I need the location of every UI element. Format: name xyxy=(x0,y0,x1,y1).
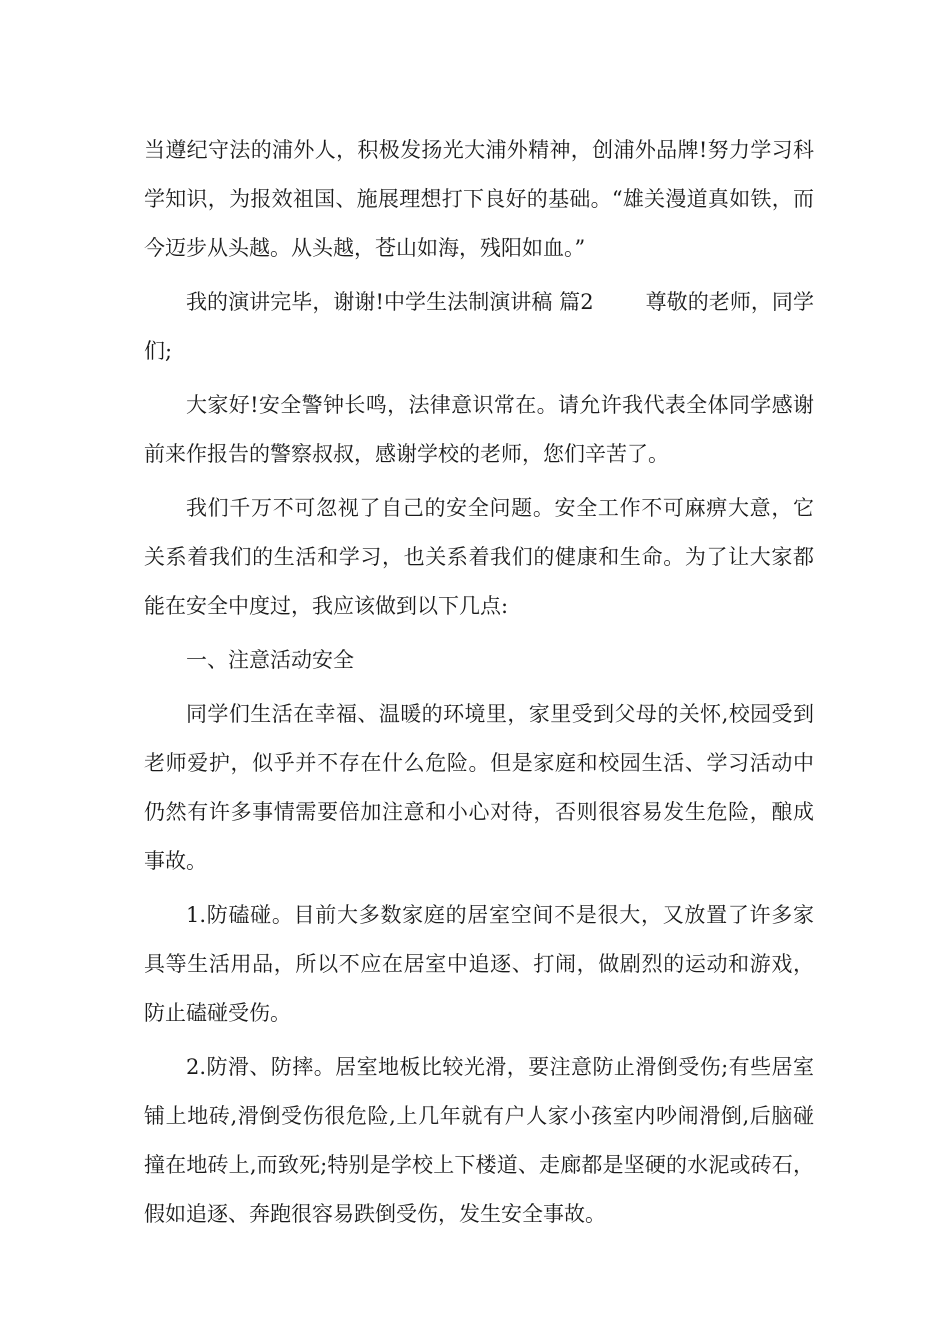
document-body xyxy=(144,126,814,1244)
paragraph-greeting: 大家好!安全警钟长鸣，法律意识常在。请允许我代表全体同学感谢前来作报告的警察叔叔，感谢学校的老师，您们辛苦了。 xyxy=(144,393,814,466)
salutation: 尊敬的老师，同学们; xyxy=(144,290,814,363)
paragraph-prevent-bumps: 1.防磕碰。目前大多数家庭的居室空间不是很大，又放置了许多家具等生活用品，所以不应在居室中追逐、打闹，做剧烈的运动和游戏，防止磕碰受伤。 xyxy=(144,903,814,1025)
paragraph-safety-intro: 我们千万不可忽视了自己的安全问题。安全工作不可麻痹大意，它关系着我们的生活和学习，也关系着我们的健康和生命。为了让大家都能在安全中度过，我应该做到以下几点: xyxy=(144,496,814,618)
speech-end-text: 我的演讲完毕，谢谢!中学生法制演讲稿 xyxy=(186,290,553,314)
paragraph-closing-quote: 当遵纪守法的浦外人，积极发扬光大浦外精神，创浦外品牌!努力学习科学知识，为报效祖国、施展理想打下良好的基础。“雄关漫道真如铁，而今迈步从头越。从头越，苍山如海，残阳如血。” xyxy=(144,138,814,260)
section-number: 篇2 xyxy=(559,290,594,314)
paragraph-activity-safety: 同学们生活在幸福、温暖的环境里，家里受到父母的关怀,校园受到老师爱护，似乎并不存在什么危险。但是家庭和校园生活、学习活动中仍然有许多事情需要倍加注意和小心对待，否则很容易发生危险，酿成事故。 xyxy=(144,702,814,873)
section-heading-activity-safety: 一、注意活动安全 xyxy=(186,648,354,672)
paragraph-speech-end xyxy=(144,278,814,376)
paragraph-prevent-slips: 2.防滑、防摔。居室地板比较光滑，要注意防止滑倒受伤;有些居室铺上地砖,滑倒受伤很危险,上几年就有户人家小孩室内吵闹滑倒,后脑碰撞在地砖上,而致死;特别是学校上下楼道、走廊都是坚硬的水泥或砖石，假如追逐、奔跑很容易跌倒受伤，发生安全事故。 xyxy=(144,1055,814,1226)
